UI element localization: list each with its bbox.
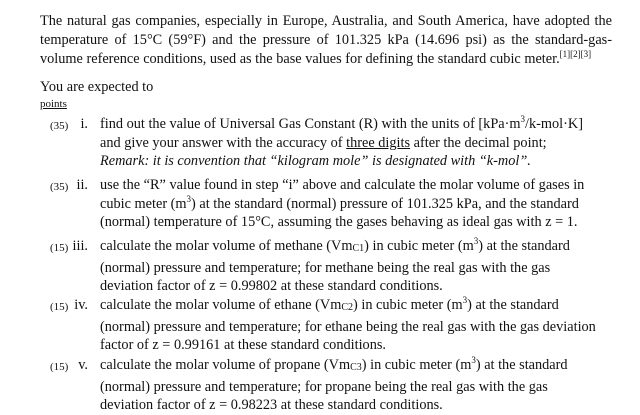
item-number: ii. (76, 177, 88, 193)
text-segment: ) at the standard (467, 297, 559, 313)
intro-references: [1][2][3] (559, 49, 592, 59)
text-segment: ) in cubic meter (m (361, 357, 472, 373)
item-number: v. (78, 357, 88, 373)
text-segment: cubic meter (m (100, 195, 187, 212)
superscript: 3 (462, 295, 468, 305)
superscript: 3 (473, 236, 479, 246)
item-body (100, 356, 600, 415)
item-line (100, 115, 600, 134)
text-segment: ) in cubic meter (m (364, 238, 474, 254)
intro-text: The natural gas companies, especially in Europe, Australia, and South America, have adopted the temperature of 15°C (59°F) and the pressure of 101.325 kPa (14.696 psi) as the standard-gas-volume reference conditions, used as the base values for defining the standard cubic meter. (40, 13, 612, 67)
item-body (100, 296, 600, 355)
remark-text: : it is convention that “kilogram mole” is designated with “k-mol”. (144, 153, 531, 169)
item-body (100, 115, 600, 171)
text-segment: ) at the standard (478, 238, 570, 254)
subscript: C2 (341, 302, 354, 313)
underlined-text: three digits (346, 134, 411, 151)
text-segment: ) at the standard (475, 357, 568, 373)
text-segment: ) at the standard (normal) pressure of 101.325 kPa, and the standard (191, 195, 579, 212)
subscript: C3 (350, 362, 362, 373)
item-number: i. (80, 116, 88, 132)
item-line: (normal) pressure and temperature; for ethane being the real gas with the gas deviation (100, 318, 596, 335)
item-number: iii. (72, 238, 88, 254)
item-number: iv. (74, 297, 88, 313)
text-segment: calculate the molar volume of propane (Vm (100, 357, 351, 373)
points-value: (15) (50, 301, 69, 313)
points-value: (35) (50, 120, 69, 132)
expected-heading: You are expected to (40, 79, 154, 95)
superscript: 3 (520, 114, 525, 124)
points-value: (15) (50, 242, 69, 254)
item-line (100, 237, 600, 259)
points-label: points (40, 98, 67, 110)
item-line (100, 296, 600, 318)
item-line: use the “R” value found in step “i” above and calculate the molar volume of gases in (100, 177, 585, 193)
text-segment: /k-mol·K] (525, 116, 583, 132)
text-segment: and give your answer with the accuracy of (100, 134, 347, 151)
item-line (100, 134, 600, 153)
text-segment: calculate the molar volume of methane (Vm (100, 238, 353, 254)
subscript: C1 (352, 243, 365, 254)
intro-paragraph (40, 12, 612, 69)
text-segment: find out the value of Universal Gas Constant (R) with the units of [kPa·m (100, 116, 521, 132)
item-line (100, 195, 600, 214)
item-line: factor of z = 0.99161 at these standard conditions. (100, 337, 386, 353)
item-body (100, 176, 600, 232)
item-line: (normal) pressure and temperature; for propane being the real gas with the gas (100, 378, 548, 395)
item-line: (normal) temperature of 15°C, assuming the gases behaving as ideal gas with z = 1. (100, 214, 578, 230)
text-segment: after the decimal point; (410, 134, 547, 151)
item-line: deviation factor of z = 0.98223 at these standard conditions. (100, 397, 443, 413)
superscript: 3 (471, 355, 476, 365)
item-body (100, 237, 600, 296)
remark-label: Remark (100, 153, 145, 169)
remark-line (100, 152, 600, 171)
superscript: 3 (186, 193, 192, 204)
item-line: deviation factor of z = 0.99802 at these standard conditions. (100, 278, 443, 294)
text-segment: ) in cubic meter (m (353, 297, 463, 313)
points-value: (15) (50, 361, 69, 373)
points-value: (35) (50, 181, 69, 193)
item-line (100, 356, 600, 378)
item-line: (normal) pressure and temperature; for methane being the real gas with the gas (100, 259, 551, 276)
text-segment: calculate the molar volume of ethane (Vm (100, 297, 342, 313)
